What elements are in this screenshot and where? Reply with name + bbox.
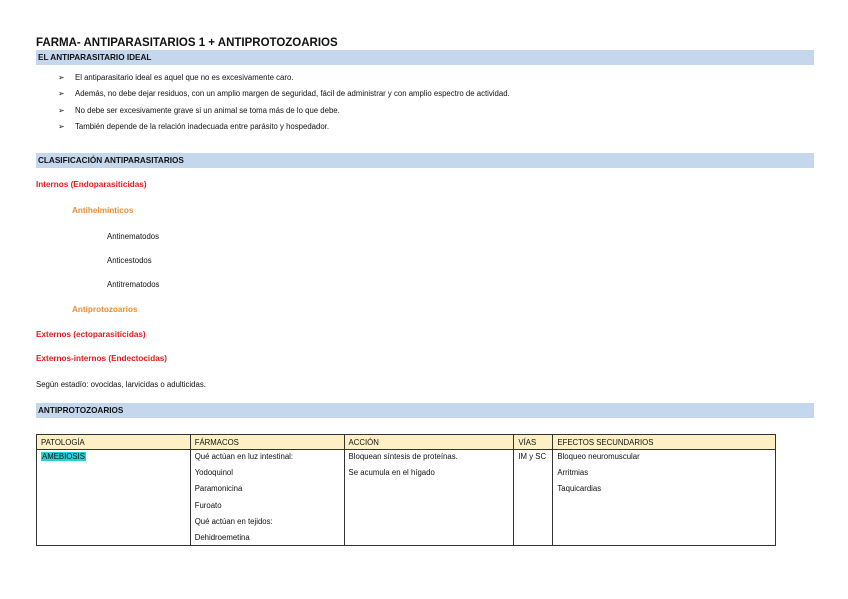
list-item: Bloqueo neuromuscular <box>557 452 640 461</box>
section-heading-clasificacion: CLASIFICACIÓN ANTIPARASITARIOS <box>36 153 814 168</box>
arrow-bullet-icon: ➢ <box>58 105 65 115</box>
ideal-bullet-list <box>36 73 814 132</box>
list-item: ➢ No debe ser excesivamente grave si un animal se toma más de lo que debe. <box>58 105 340 115</box>
cell-efectos <box>553 450 776 546</box>
column-header-farmacos: FÁRMACOS <box>190 435 344 450</box>
list-item: Arritmias <box>557 468 589 478</box>
arrow-bullet-icon: ➢ <box>58 73 65 82</box>
cell-vias: IM y SC <box>514 450 553 546</box>
list-item: Yodoquinol <box>194 468 233 478</box>
list-item: Dehidroemetina <box>194 532 250 542</box>
section-heading-antiprotozoarios: ANTIPROTOZOARIOS <box>36 403 814 418</box>
cell-patologia <box>37 450 191 546</box>
list-item: Qué actúan en luz intestinal: <box>194 452 294 461</box>
table-row <box>37 450 776 546</box>
cell-accion <box>344 450 514 546</box>
list-item: Qué actúan en tejidos: <box>194 516 273 526</box>
list-item: Se acumula en el hígado <box>348 468 435 478</box>
list-item: Furoato <box>194 500 222 510</box>
list-item: ➢ El antiparasitario ideal es aquel que no es excesivamente caro. <box>58 73 294 82</box>
externos-internos-heading: Externos-internos (Endectocidas) <box>36 354 168 363</box>
internos-heading: Internos (Endoparasiticidas) <box>36 180 147 189</box>
antinematodos-label: Antinematodos <box>107 232 160 241</box>
antiprotozoarios-heading: Antiprotozoarios <box>72 305 138 314</box>
table-header-row <box>37 435 776 450</box>
estadio-text: Según estadío: ovocidas, larvicidas o adulticidas. <box>36 380 206 389</box>
column-header-accion: ACCIÓN <box>344 435 514 450</box>
antitrematodos-label: Antitrematodos <box>107 280 160 289</box>
list-item: Bloquean síntesis de proteínas. <box>348 452 458 461</box>
document-page <box>36 36 814 542</box>
antiprotozoarios-table <box>36 434 776 546</box>
arrow-bullet-icon: ➢ <box>58 122 65 132</box>
document-title: FARMA- ANTIPARASITARIOS 1 + ANTIPROTOZOARIOS <box>36 37 338 49</box>
list-item: ➢ También depende de la relación inadecuada entre parásito y hospedador. <box>58 122 330 132</box>
highlighted-text: AMEBIOSIS <box>42 452 85 461</box>
list-item: ➢ Además, no debe dejar residuos, con un amplio margen de seguridad, fácil de administrar y con amplio espectro de actividad. <box>58 89 510 99</box>
antihelminticos-heading: Antihelmínticos <box>72 206 134 215</box>
arrow-bullet-icon: ➢ <box>58 89 65 99</box>
cell-farmacos <box>190 450 344 546</box>
anticestodos-label: Anticestodos <box>107 256 152 265</box>
column-header-vias: VÍAS <box>514 435 553 450</box>
list-item: Paramonicina <box>194 484 243 494</box>
list-item: Taquicardias <box>557 484 602 494</box>
column-header-patologia: PATOLOGÍA <box>37 435 191 450</box>
section-heading-ideal: EL ANTIPARASITARIO IDEAL <box>36 50 814 65</box>
column-header-efectos: EFECTOS SECUNDARIOS <box>553 435 776 450</box>
externos-heading: Externos (ectoparasiticidas) <box>36 330 146 339</box>
